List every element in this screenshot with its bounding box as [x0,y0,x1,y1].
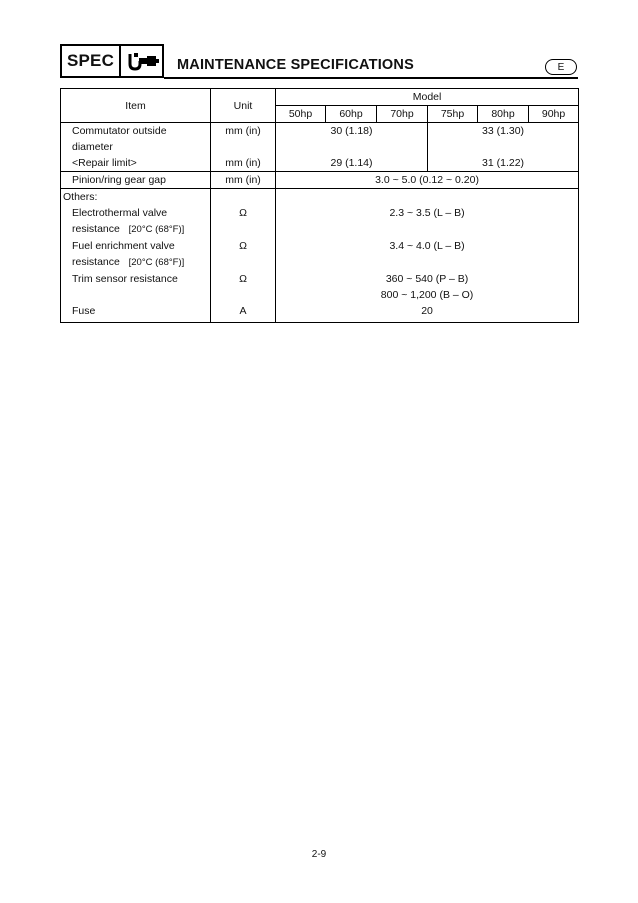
item-pinion-gap: Pinion/ring gear gap [61,172,211,189]
model-90hp: 90hp [529,106,579,123]
model-70hp: 70hp [377,106,428,123]
value-commutator-75-90: 33 (1.30) [428,123,579,156]
value-pinion-gap: 3.0 ~ 5.0 (0.12 ~ 0.20) [276,172,579,189]
header-model: Model [276,89,579,106]
value-trim-sensor: 360 ~ 540 (P – B) 800 ~ 1,200 (B – O) [276,271,579,303]
item-fuse: Fuse [61,303,211,323]
value-repair-50-70: 29 (1.14) [276,155,428,172]
model-50hp: 50hp [276,106,326,123]
header-item: Item [61,89,211,123]
item-repair-limit: <Repair limit> [61,155,211,172]
item-trim-sensor: Trim sensor resistance [61,271,211,303]
specifications-table [60,88,579,323]
page-number: 2-9 [311,849,327,860]
item-electrothermal: Electrothermal valve resistance [20°C (68°F)] [61,205,211,238]
micrometer-icon [121,46,162,76]
model-75hp: 75hp [428,106,478,123]
unit-trim-sensor: Ω [211,271,276,303]
model-80hp: 80hp [478,106,529,123]
unit-repair-limit: mm (in) [211,155,276,172]
unit-commutator: mm (in) [211,123,276,156]
unit-electrothermal: Ω [211,205,276,238]
value-fuel-enrichment: 3.4 ~ 4.0 (L – B) [276,238,579,271]
item-commutator: Commutator outside diameter [61,123,211,156]
value-electrothermal: 2.3 ~ 3.5 (L – B) [276,205,579,238]
spec-label: SPEC [62,46,121,76]
item-fuel-enrichment: Fuel enrichment valve resistance [20°C (68°F)] [61,238,211,271]
value-fuse: 20 [276,303,579,323]
value-repair-75-90: 31 (1.22) [428,155,579,172]
model-60hp: 60hp [326,106,377,123]
unit-fuse: A [211,303,276,323]
spec-section-box [60,44,164,78]
title-rule [164,77,578,79]
language-badge: E [545,59,577,75]
unit-pinion-gap: mm (in) [211,172,276,189]
page-title: MAINTENANCE SPECIFICATIONS [177,57,414,73]
unit-fuel-enrichment: Ω [211,238,276,271]
header-unit: Unit [211,89,276,123]
others-label: Others: [61,189,211,206]
value-commutator-50-70: 30 (1.18) [276,123,428,156]
